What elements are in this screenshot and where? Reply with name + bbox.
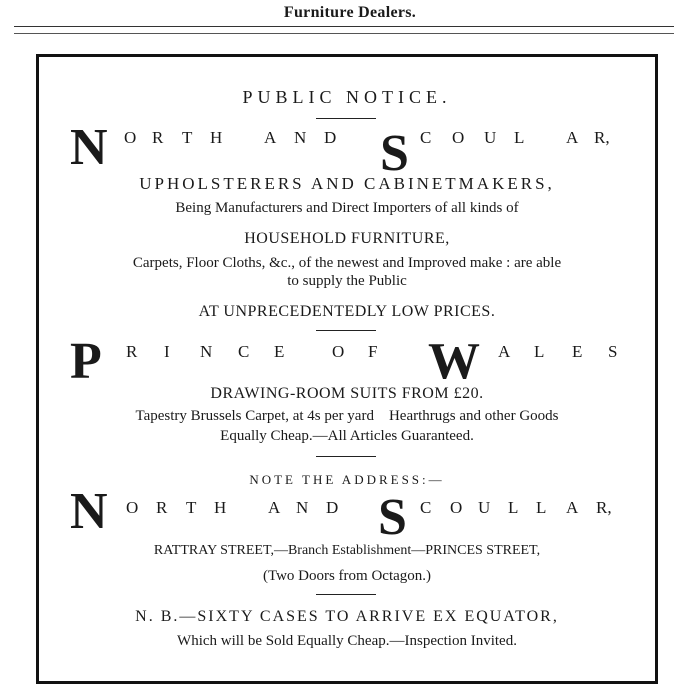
letter: R — [152, 128, 164, 147]
letter: U — [478, 498, 491, 517]
letter: C — [420, 498, 432, 517]
letter: O — [124, 128, 137, 147]
header-rule-bottom — [14, 33, 674, 34]
initial-n: N — [70, 119, 108, 176]
letter: O — [126, 498, 139, 517]
nb-line: N. B.—SIXTY CASES TO ARRIVE EX EQUATOR, — [135, 608, 559, 625]
initial-w: W — [428, 333, 480, 390]
letter: O — [332, 342, 345, 361]
letter: N — [296, 498, 309, 517]
letter: N — [294, 128, 307, 147]
letter: R — [126, 342, 138, 361]
divider — [316, 330, 376, 331]
page-header — [0, 0, 700, 30]
sold-line: Which will be Sold Equally Cheap.—Inspection Invited. — [177, 633, 517, 649]
advertisement-frame — [36, 54, 658, 684]
initial-s: S — [380, 125, 409, 182]
letter: L — [514, 128, 525, 147]
letter: L — [536, 498, 547, 517]
letter: R, — [594, 128, 610, 147]
section-title: Furniture Dealers. — [283, 4, 417, 21]
initial-p: P — [70, 333, 102, 390]
letter: E — [274, 342, 285, 361]
initial-s: S — [378, 489, 407, 546]
public-notice-heading: PUBLIC NOTICE. — [242, 87, 452, 107]
divider — [316, 456, 376, 457]
rattray-street-line: RATTRAY STREET,—Branch Establishment—PRINCES STREET, — [153, 543, 541, 558]
letter: I — [164, 342, 170, 361]
letter: C — [238, 342, 250, 361]
letter: C — [420, 128, 432, 147]
drawing-room-line: DRAWING-ROOM SUITS FROM £20. — [210, 385, 484, 402]
two-doors-line: (Two Doors from Octagon.) — [262, 568, 432, 584]
letter: O — [452, 128, 465, 147]
letter: H — [210, 128, 223, 147]
divider — [316, 594, 376, 595]
letter: R, — [596, 498, 612, 517]
letter: A — [268, 498, 281, 517]
letter: A — [566, 498, 579, 517]
letter: R — [156, 498, 168, 517]
supply-line: to supply the Public — [287, 273, 407, 289]
equally-line: Equally Cheap.—All Articles Guaranteed. — [220, 428, 474, 444]
letter: A — [264, 128, 277, 147]
household-line: HOUSEHOLD FURNITURE, — [244, 230, 450, 247]
note-address-line: NOTE THE ADDRESS:— — [249, 472, 445, 487]
being-line: Being Manufacturers and Direct Importers of all kinds of — [175, 200, 519, 216]
letter: L — [534, 342, 545, 361]
letter: L — [508, 498, 519, 517]
letter: S — [608, 342, 618, 361]
letter: U — [484, 128, 497, 147]
letter: O — [450, 498, 463, 517]
letter: A — [566, 128, 579, 147]
tapestry-line: Tapestry Brussels Carpet, at 4s per yard Hearthrugs and other Goods — [135, 408, 559, 424]
initial-n: N — [70, 483, 108, 540]
trade-line: UPHOLSTERERS AND CABINETMAKERS, — [139, 174, 555, 193]
letter: F — [368, 342, 378, 361]
letter: A — [498, 342, 511, 361]
letter: D — [324, 128, 337, 147]
divider — [316, 118, 376, 119]
letter: D — [326, 498, 339, 517]
letter: N — [200, 342, 213, 361]
letter: E — [572, 342, 583, 361]
letter: H — [214, 498, 227, 517]
letter: T — [186, 498, 197, 517]
header-rule-top — [14, 26, 674, 27]
carpets-line: Carpets, Floor Cloths, &c., of the newest and Improved make : are able — [132, 255, 562, 271]
prices-line: AT UNPRECEDENTEDLY LOW PRICES. — [198, 303, 496, 320]
letter: T — [182, 128, 193, 147]
